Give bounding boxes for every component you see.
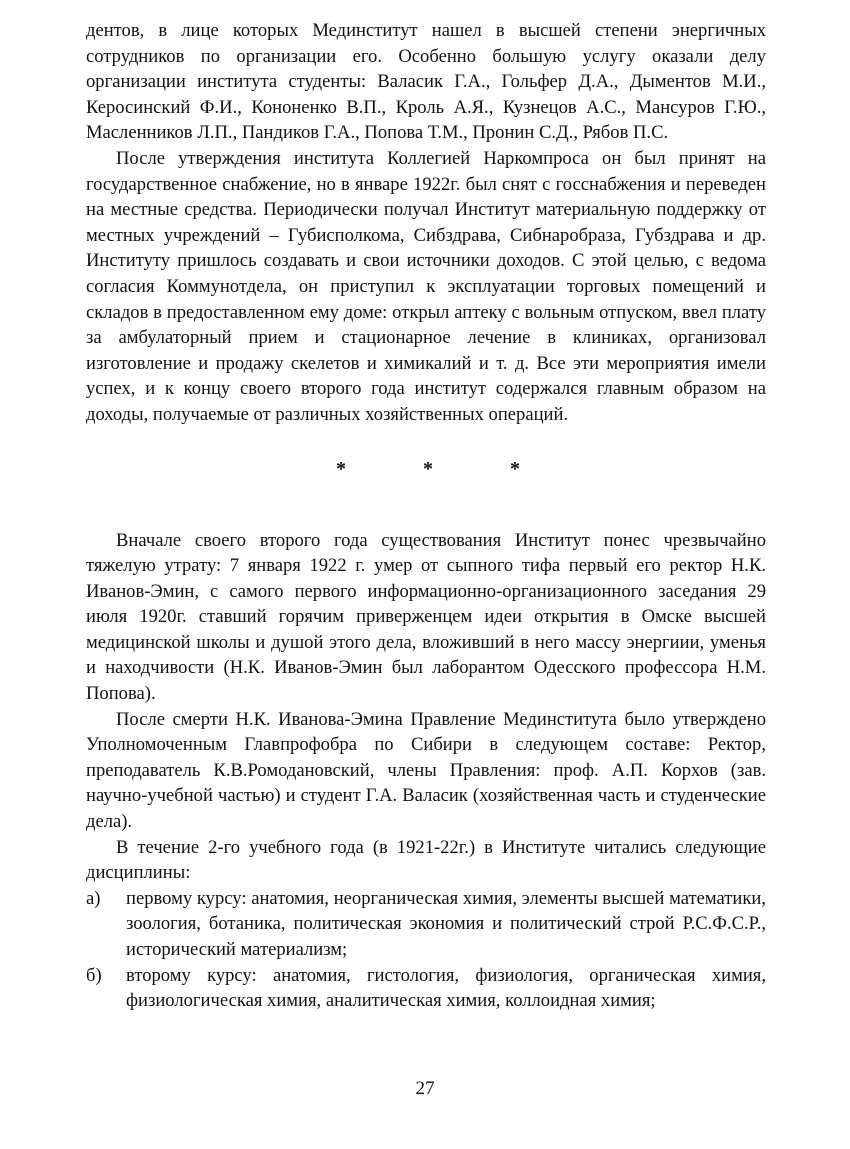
section-separator: * * * xyxy=(336,457,556,480)
paragraph-state-supply: После утверждения института Коллегией Наркомпроса он был принят на государственное снабжение, но в январе 1922г. был снят с госснабжения и переведен на местные средства. Периодически получал Институт материальную поддержку от местных учреждений – Губисполкома, Сибздрава, Сибнаробраза, Губздрава и др. Институту пришлось создавать и свои источники доходов. С этой целью, с ведома согласия Коммунотдела, он приступил к эксплуатации торговых помещений и складов в предоставленном ему доме: открыл аптеку с вольным отпуском, ввел плату за амбулаторный прием и стационарное лечение в клиниках, организовал изготовление и продажу скелетов и химикалий и т. д. Все эти мероприятия имели успех, и к концу своего второго года институт содержался главным образом на доходы, получаемые от различных хозяйственных операций. xyxy=(86,147,766,425)
paragraph-students-list: дентов, в лице которых Мединститут нашел в высшей степени энергичных сотрудников по организации его. Особенно большую услугу оказали делу организации института студенты: Валасик Г.А., Гольфер Д.А., Дыментов М.И., Керосинский Ф.И., Кононенко В.П., Кроль А.Я., Кузнецов А.С., Мансуров Г.Ю., Масленников Л.П., Пандиков Г.А., Попова Т.М., Пронин С.Д., Рябов П.С. xyxy=(86,20,766,144)
list-item-text: второму курсу: анатомия, гистология, физиология, органическая химия, физиологическая химия, аналитическая химия, коллоидная химия; xyxy=(126,964,766,1012)
paragraph-disciplines-intro: В течение 2-го учебного года (в 1921-22г.) в Институте читались следующие дисциплины: xyxy=(86,836,766,884)
page-number: 27 xyxy=(415,1078,435,1099)
list-item-first-course xyxy=(86,886,766,963)
page-body xyxy=(86,18,766,1014)
paragraph-rector-death: Вначале своего второго года существования Институт понес чрезвычайно тяжелую утрату: 7 января 1922 г. умер от сыпного тифа первый его ректор Н.К. Иванов-Эмин, с самого первого информационно-организационного заседания 29 июля 1920г. ставший горячим приверженцем идеи открытия в Омске высшей медицинской школы и душой этого дела, вложивший в него массу энергиии, уменья и находчивости (Н.К. Иванов-Эмин был лаборантом Одесского профессора Н.М. Попова). xyxy=(86,529,766,705)
list-marker: б) xyxy=(86,964,102,986)
list-item-text: первому курсу: анатомия, неорганическая химия, элементы высшей математики, зоология, ботаника, политическая экономия и политический строй Р.С.Ф.С.Р., исторический материализм; xyxy=(126,887,766,960)
paragraph-board-composition: После смерти Н.К. Иванова-Эмина Правление Мединститута было утверждено Уполномоченным Главпрофобра по Сибири в следующем составе: Ректор, преподаватель К.В.Ромодановский, члены Правления: проф. А.П. Корхов (зав. научно-учебной частью) и студент Г.А. Валасик (хозяйственная часть и студенческие дела). xyxy=(86,708,766,833)
list-marker: а) xyxy=(86,887,101,909)
list-item-second-course xyxy=(86,963,766,1014)
